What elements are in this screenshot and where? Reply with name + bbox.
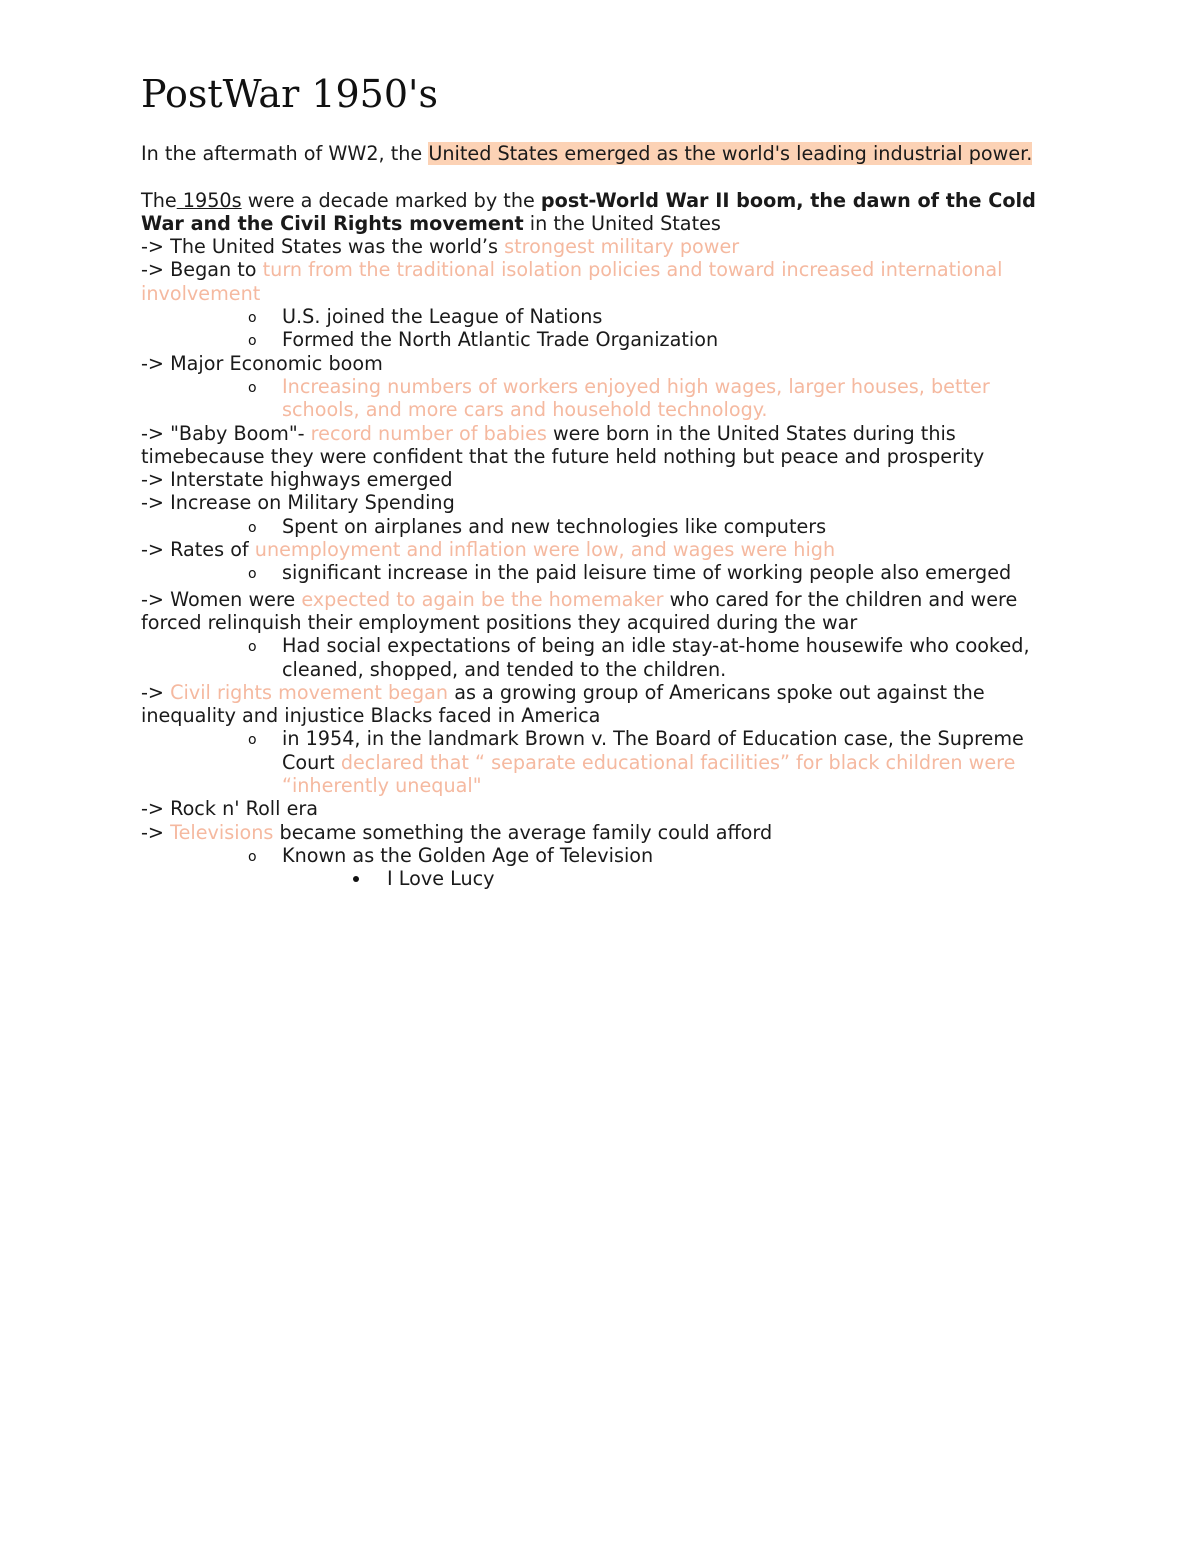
list-item: o Spent on airplanes and new technologies like computers bbox=[141, 515, 1062, 538]
blank-line bbox=[141, 165, 1061, 188]
intl-pre: -> Began to bbox=[141, 258, 263, 282]
list-item: o Formed the North Atlantic Trade Organization bbox=[141, 328, 1062, 351]
civil-post: as a growing group of Americans spoke out against the inequality and injustice Blacks faced in America bbox=[141, 680, 985, 728]
page-title: PostWar 1950's bbox=[141, 72, 438, 116]
list-item: o Had social expectations of being an idle stay-at-home housewife who cooked, cleaned, shopped, and tended to the children. bbox=[141, 634, 1062, 681]
boom-line: -> Major Economic boom bbox=[141, 351, 383, 375]
highways-line: -> Interstate highways emerged bbox=[141, 468, 453, 492]
military-pink: strongest military power bbox=[504, 235, 740, 259]
tv-pink: Televisions bbox=[170, 820, 274, 844]
rates-pre: -> Rates of bbox=[141, 538, 255, 562]
intl-line bbox=[141, 258, 1061, 305]
decade-post: in the United States bbox=[523, 211, 721, 235]
baby-pre: -> "Baby Boom"- bbox=[141, 421, 311, 445]
decade-paragraph bbox=[141, 189, 1061, 236]
baby-post: were born in the United States during this timebecause they were confident that the future held nothing but peace and prosperity bbox=[141, 421, 985, 468]
list-item: o significant increase in the paid leisure time of working people also emerged bbox=[141, 561, 1062, 584]
rock-line: -> Rock n' Roll era bbox=[141, 797, 319, 821]
boom-sub-pink: Increasing numbers of workers enjoyed high wages, larger houses, better schools, and more cars and household technology. bbox=[282, 374, 990, 422]
women-pre: -> Women were bbox=[141, 587, 302, 611]
intl-pink: turn from the traditional isolation policies and toward increased international involvement bbox=[141, 258, 1003, 305]
women-pink: expected to again be the homemaker bbox=[301, 587, 664, 611]
list-item bbox=[141, 727, 1062, 797]
rates-pink: unemployment and inflation were low, and wages were high bbox=[254, 538, 836, 562]
spending-line: -> Increase on Military Spending bbox=[141, 491, 455, 515]
decade-pre: The bbox=[141, 188, 177, 212]
women-line bbox=[141, 588, 1061, 635]
baby-pink: record number of babies bbox=[310, 421, 547, 445]
decade-bold: post-World War II boom, the dawn of the Cold War and the Civil Rights movement bbox=[141, 188, 1036, 235]
military-pre: -> The United States was the world’s bbox=[141, 235, 505, 259]
tv-line bbox=[141, 821, 1061, 844]
decade-year: 1950s bbox=[176, 188, 242, 212]
tv-post: became something the average family could afford bbox=[273, 820, 773, 844]
civil-sub-pink: declared that “ separate educational facilities” for black children were “inherently unequal" bbox=[282, 750, 1016, 798]
sub-list-item: I Love Lucy bbox=[141, 867, 1061, 890]
intro-text: In the aftermath of WW2, the bbox=[141, 142, 429, 165]
tv-pre: -> bbox=[141, 820, 171, 844]
women-post: who cared for the children and were forced relinquish their employment positions they acquired during the war bbox=[141, 587, 1018, 634]
civil-rights-line bbox=[141, 681, 1061, 728]
list-item bbox=[141, 375, 1062, 422]
rates-line bbox=[141, 538, 1061, 561]
civil-pre: -> bbox=[141, 680, 171, 704]
intro-highlight: United States emerged as the world's leading industrial power. bbox=[428, 142, 1033, 165]
baby-boom-line bbox=[141, 422, 1061, 469]
list-item: o U.S. joined the League of Nations bbox=[141, 305, 1062, 328]
list-item: o Known as the Golden Age of Television bbox=[141, 844, 1062, 867]
decade-mid: were a decade marked by the bbox=[241, 188, 541, 212]
military-line bbox=[141, 235, 1061, 258]
intro-paragraph bbox=[141, 142, 1061, 165]
civil-sub-pre: in 1954, in the landmark Brown v. The Board of Education case, the Supreme Court bbox=[282, 727, 1024, 774]
civil-pink: Civil rights movement began bbox=[170, 680, 449, 704]
document-body bbox=[141, 142, 1061, 891]
